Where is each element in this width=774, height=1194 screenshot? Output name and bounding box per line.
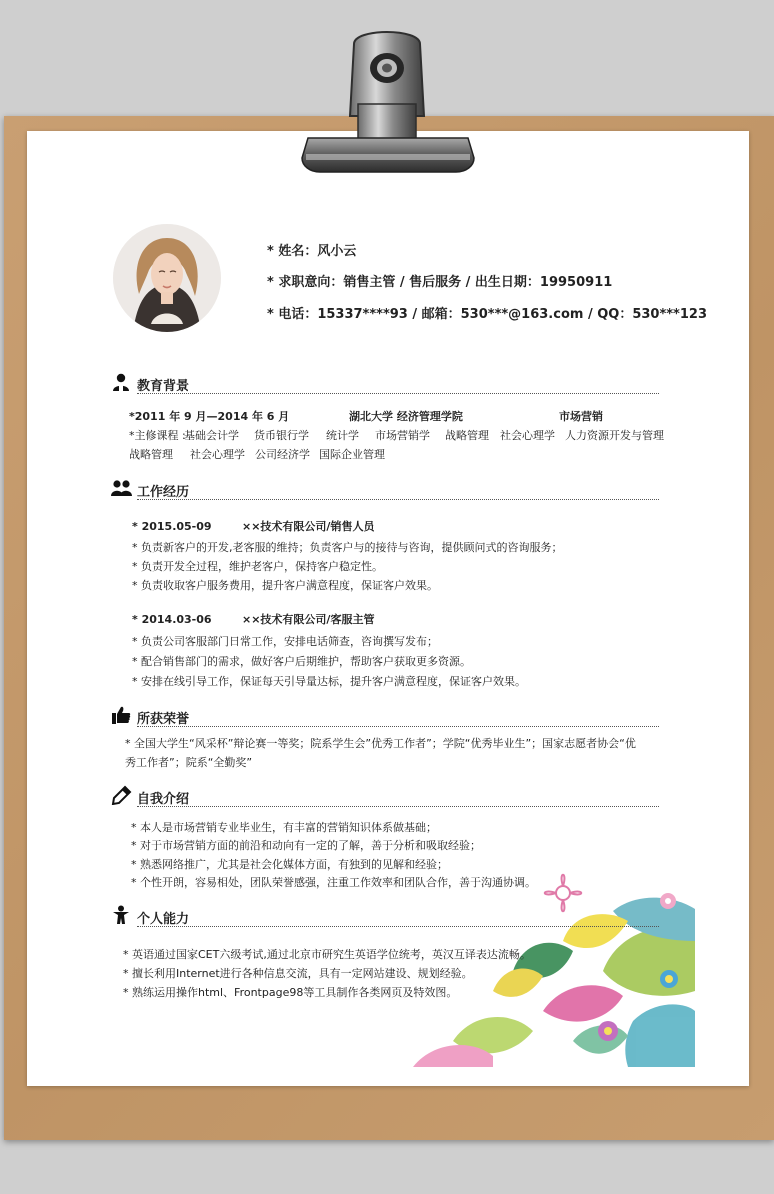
edu-school: 湖北大学 经济管理学院 <box>349 410 463 423</box>
course-item: 市场营销学 <box>375 429 430 442</box>
job-duty: * 负责开发全过程，维护老客户，保持客户稳定性。 <box>132 560 383 573</box>
divider <box>137 393 659 394</box>
about-line: * 对于市场营销方面的前沿和动向有一定的了解，善于分析和吸取经验； <box>131 839 481 852</box>
name-line: * 姓名：风小云 <box>267 244 357 259</box>
job-company: ××技术有限公司/销售人员 <box>242 520 375 533</box>
divider <box>137 806 659 807</box>
education-section-header <box>111 372 659 394</box>
thumbs-up-icon <box>111 705 133 725</box>
pen-icon <box>111 785 133 805</box>
binder-clip <box>296 26 480 178</box>
course-item: 货币银行学 <box>254 429 309 442</box>
courses-label: *主修课程 : <box>129 429 186 442</box>
about-section-header <box>111 785 659 807</box>
job-duty: * 配合销售部门的需求，做好客户后期维护，帮助客户获取更多资源。 <box>132 655 471 668</box>
honors-line: * 全国大学生“风采杯”辩论赛一等奖；院系学生会”优秀工作者”；学院“优秀毕业生”；国家志愿者协会“优 <box>125 737 636 750</box>
job-company: ××技术有限公司/客服主管 <box>242 613 375 626</box>
course-item: 战略管理 <box>129 448 173 461</box>
person-icon <box>111 372 133 392</box>
course-item: 人力资源开发与管理 <box>565 429 664 442</box>
about-line: * 个性开朗，容易相处，团队荣誉感强，注重工作效率和团队合作，善于沟通协调。 <box>131 876 536 889</box>
edu-period: *2011 年 9 月—2014 年 6 月 <box>129 410 290 423</box>
skills-line: * 擅长利用Internet进行各种信息交流，具有一定网站建设、规划经验。 <box>123 967 473 980</box>
job-duty: * 负责新客户的开发,老客服的维持；负责客户与的接待与咨询，提供顾问式的咨询服务； <box>132 541 563 554</box>
course-item: 统计学 <box>326 429 359 442</box>
job-date: * 2015.05-09 <box>132 520 212 533</box>
job-date: * 2014.03-06 <box>132 613 212 626</box>
course-item: 社会心理学 <box>190 448 245 461</box>
avatar <box>113 224 221 332</box>
skills-section-header <box>111 905 659 927</box>
course-item: 国际企业管理 <box>319 448 385 461</box>
course-item: 战略管理 <box>445 429 489 442</box>
edu-major: 市场营销 <box>559 410 603 423</box>
about-title: 自我介绍 <box>137 792 190 807</box>
divider <box>137 926 659 927</box>
honors-line: 秀工作者”；院系“全勤奖” <box>125 756 253 769</box>
divider <box>137 499 659 500</box>
about-line: * 本人是市场营销专业毕业生，有丰富的营销知识体系做基础； <box>131 821 437 834</box>
skills-line: * 熟练运用操作html、Frontpage98等工具制作各类网页及特效图。 <box>123 986 458 999</box>
skills-title: 个人能力 <box>137 912 190 927</box>
contact-line: * 电话：15337****93 / 邮箱：530***@163.com / QQ：530***123 <box>267 307 707 322</box>
people-icon <box>111 478 133 498</box>
job-duty: * 负责收取客户服务费用，提升客户满意程度，保证客户效果。 <box>132 579 438 592</box>
honors-section-header <box>111 705 659 727</box>
education-title: 教育背景 <box>137 379 190 394</box>
honors-title: 所获荣誉 <box>137 712 190 727</box>
divider <box>137 726 659 727</box>
figure-icon <box>111 905 133 925</box>
work-section-header <box>111 478 659 500</box>
about-line: * 熟悉网络推广，尤其是社会化媒体方面，有独到的见解和经验； <box>131 858 448 871</box>
work-title: 工作经历 <box>137 485 190 500</box>
resume-paper <box>27 131 749 1086</box>
course-item: 基础会计学 <box>184 429 239 442</box>
skills-line: * 英语通过国家CET六级考试,通过北京市研究生英语学位统考，英汉互译表达流畅。 <box>123 948 531 961</box>
job-duty: * 安排在线引导工作，保证每天引导量达标，提升客户满意程度，保证客户效果。 <box>132 675 526 688</box>
job-duty: * 负责公司客服部门日常工作，安排电话筛查，咨询撰写发布； <box>132 635 438 648</box>
course-item: 社会心理学 <box>500 429 555 442</box>
intent-line: * 求职意向：销售主管 / 售后服务 / 出生日期：19950911 <box>267 275 613 290</box>
course-item: 公司经济学 <box>255 448 310 461</box>
